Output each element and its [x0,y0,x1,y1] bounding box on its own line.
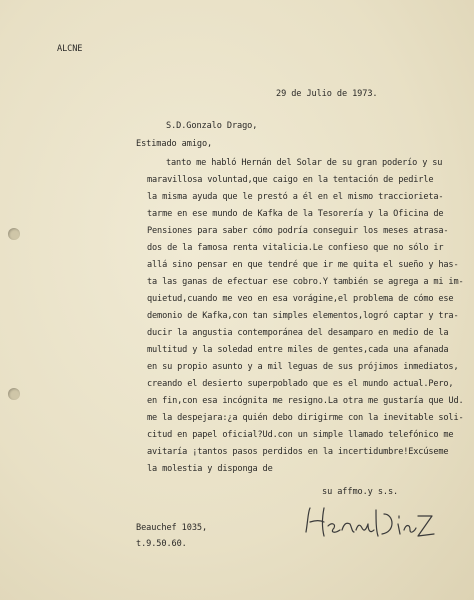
letter-date: 29 de Julio de 1973. [276,89,378,99]
body-line: creando el desierto superpoblado que es el mundo actual.Pero, [147,379,454,389]
body-line: la misma ayuda que le prestó a él en el mismo tracciorieta- [147,192,444,202]
body-line: dos de la famosa renta vitalicia.Le confieso que no sólo ir [147,243,444,253]
handwritten-signature [300,502,440,542]
body-line: me la despejara:¿a quién debo dirigirme con la inevitable soli- [147,413,464,423]
salutation: Estimado amigo, [136,139,213,149]
body-line: la molestia y disponga de [147,464,273,474]
body-line: tarme en ese mundo de Kafka de la Tesorería y la Oficina de [147,209,444,219]
body-line: ta las ganas de efectuar ese cobro.Y también se agrega a mi im- [147,277,464,287]
body-line: ducir la angustia contemporánea del desamparo en medio de la [147,328,449,338]
body-line: citud en papel oficial?Ud.con un simple llamado telefónico me [147,430,454,440]
header-mark: ALCNE [57,44,83,54]
body-line: allá sino pensar en que tendré que ir me quita el sueño y has- [147,260,459,270]
body-line: en fin,con esa incógnita me resigno.La otra me gustaría que Ud. [147,396,464,406]
punch-hole-bottom [8,388,20,400]
body-line: en su propio asunto y a mil leguas de sus prójimos inmediatos, [147,362,459,372]
body-line: demonio de Kafka,con tan simples elementos,logró captar y tra- [147,311,459,321]
punch-hole-top [8,228,20,240]
sender-address: Beauchef 1035, [136,523,208,533]
body-line: avitaría ¡tantos pasos perdidos en la incertidumbre!Excúseme [147,447,449,457]
closing: su affmo.y s.s. [322,487,399,497]
recipient-name: S.D.Gonzalo Drago, [166,121,258,131]
body-line: quietud,cuando me veo en esa vorágine,el problema de cómo ese [147,294,454,304]
body-line: Pensiones para saber cómo podría conseguir los meses atrasa- [147,226,449,236]
body-line: maravillosa voluntad,que caigo en la tentación de pedirle [147,175,434,185]
sender-phone: t.9.50.60. [136,539,187,549]
body-line: tanto me habló Hernán del Solar de su gran poderío y su [166,158,443,168]
body-line: multitud y la soledad entre miles de gentes,cada una afanada [147,345,449,355]
